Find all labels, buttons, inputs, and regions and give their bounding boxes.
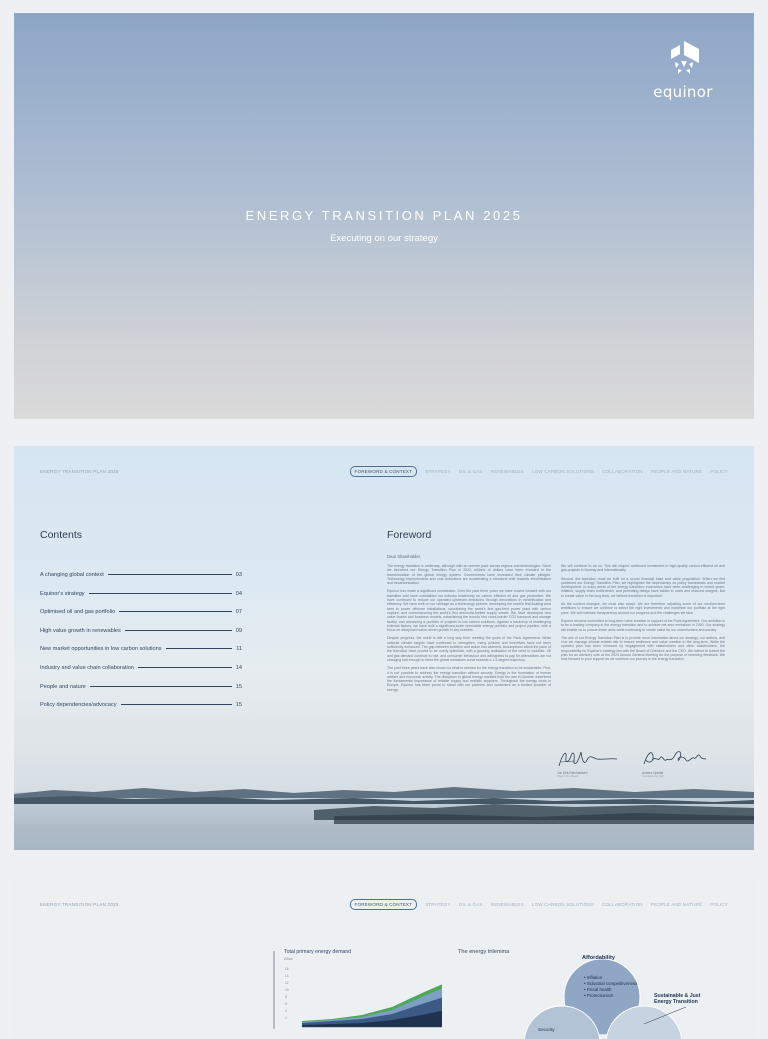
toc-page: 15 [235,702,242,709]
toc-leader [138,667,232,668]
equinor-star-icon [666,41,700,79]
toc-page: 07 [235,609,242,616]
toc-page: 04 [235,590,242,597]
toc-page: 14 [235,664,242,671]
energy-demand-plot [272,949,442,1029]
nav-foreword-context[interactable]: FOREWORD & CONTEXT [350,466,418,477]
foreword-paragraph: The energy transition is underway, although with an uneven pace across regions and technologies. Since we launched our Energy Transition Plan in 2022, trillions of dollars have been invested in the transformation of the global energy system. Governments have increased their climate pledges. Technology improvements and cost reductions are accelerating a structural shift towards electrification and decarbonisation. [387,564,551,586]
toc-item[interactable] [40,684,242,703]
toc-page: 03 [235,572,242,578]
foreword-column-right [561,564,725,666]
toc-label: Policy dependencies/advocacy [40,702,117,709]
nav-renewables[interactable]: RENEWABLES [490,469,524,474]
toc-leader [108,574,232,575]
page-header [40,466,728,480]
nav-oil-gas[interactable]: OIL & GAS [458,469,483,474]
foreword-paragraph: The aim of our Energy Transition Plan is to provide more information about our strategy, our actions, and how we manage climate-related risk to ensure resilience and value creation in the long-term. While the updated plan has been informed by engagement with stakeholders and other stakeholders, the responsibility for Equinor's strategy lies with the Board of Directors and the CEO. We intend to submit the plan for an advisory vote at the 2025 Annual General Meeting for the purpose of receiving feedback. We look forward to your support as we continue our journey in the energy transition. [561,635,725,662]
factor-item: • Fiscal health [584,987,612,993]
toc-leader [125,630,232,631]
nav-renewables[interactable]: RENEWABLES [490,902,524,907]
y-tick: 4 [285,1009,287,1013]
toc-item[interactable] [40,628,242,647]
toc-label: Equinor's strategy [40,590,85,597]
cover-subtitle: Executing on our strategy [330,233,438,244]
signatory-role: Chair of the Board [557,775,579,778]
nav-policy[interactable]: POLICY [710,469,728,474]
toc-item[interactable] [40,702,242,721]
toc-leader [166,648,233,649]
chart-unit: Gtoe [284,956,293,961]
toc-page: 15 [235,683,242,690]
y-tick: 10 [285,988,289,992]
nav-oil-gas[interactable]: OIL & GAS [458,902,483,907]
nav-people-nature[interactable]: PEOPLE AND NATURE [650,902,703,907]
nav-strategy[interactable]: STRATEGY [425,469,451,474]
toc-label: Industry and value chain collaboration [40,664,134,671]
nav-policy[interactable]: POLICY [710,902,728,907]
nav-collaboration[interactable]: COLLABORATION [602,469,643,474]
toc-item[interactable] [40,572,242,591]
page-header [40,899,728,913]
toc-item[interactable] [40,665,242,684]
y-tick: 16 [285,967,289,971]
chart-title: Total primary energy demand [284,949,352,955]
contents-heading: Contents [40,529,83,541]
energy-trilemma-diagram [454,949,734,1039]
trilemma-top-label: Affordability [582,955,615,961]
toc-leader [90,686,232,687]
trilemma-title: The energy trilemma [458,949,510,955]
nav-collaboration[interactable]: COLLABORATION [602,902,643,907]
foreword-paragraph: Despite progress, the world is still a long way from meeting the goals of the Paris Agreement. While national climate targets have continued to strengthen, many policies and incentives have not been sufficiently enhanced. The gap between ambition and action has widened. Assumptions about the pace of the transition have proved to be overly optimistic, with a growing realisation of the need to mobilise. Oil and gas demand continue to rise, and consumer behaviour and willingness to pay for alternatives are not changing fast enough to bend the global emissions curve towards a 1.5-degree trajectory. [387,636,551,662]
section-nav [350,466,728,477]
toc-label: New market opportunities in low carbon solutions [40,646,162,653]
toc-label: A changing global context [40,572,104,578]
signatory-name: Anders Opedal [642,771,664,775]
nav-low-carbon-solutions[interactable]: LOW CARBON SOLUTIONS [531,902,595,907]
toc-page: 09 [235,627,242,634]
nav-low-carbon-solutions[interactable]: LOW CARBON SOLUTIONS [531,469,595,474]
factor-item: • Industrial competitiveness [584,981,638,987]
foreword-paragraph: The past three years have also shown us what is needed for the energy transition to be sustainable. First, it is not possible to address the energy transition without security. Energy is the foundation of human welfare and economic activity. The disruption to global energy markets from the war in Ukraine underlined the fundamental importance of reliable supply and realistic suppliers. Throughout the energy crisis in Europe, Equinor has been proud to stand with our partners and customers as a trusted provider of energy. [387,666,551,692]
brand-wordmark: equinor [653,83,713,101]
nav-strategy[interactable]: STRATEGY [425,902,451,907]
toc-item[interactable] [40,646,242,665]
table-of-contents [40,572,242,721]
section-nav [350,899,728,910]
y-tick: 2 [285,1016,287,1020]
cover-page [14,13,754,419]
energy-demand-chart [272,949,442,1029]
toc-item[interactable] [40,591,242,610]
cover-title: ENERGY TRANSITION PLAN 2025 [245,208,523,223]
affordability-factors [584,975,637,999]
document-label: ENERGY TRANSITION PLAN 2025 [40,469,119,474]
toc-label: Optimised oil and gas portfolio [40,609,116,616]
signature-ceo [642,748,708,778]
foreword-paragraph: Equinor has made a significant contribution. Over the past three years we have moved forward with our transition and have maintained our industry leadership on carbon efficient oil and gas production. We have continued to reduce our operated upstream emissions through innovations in electrification and efficiency. We have built on our heritage as a technology pioneer, developing the world's first floating wind farm to power offshore installations, sanctioning the world's first gas-fired power plant with carbon capture, and commissioning the world's first ammonia-fuelled supply vessel. We have developed new value chains and business models, establishing the world's first cross-border CO2 transport and storage facility, and advancing a portfolio of projects in low carbon solutions. Against a backdrop of challenging external factors, we have built a significant-scale renewable energy portfolio and project pipeline, with a focus on disciplined value-driven growth in key markets. [387,589,551,633]
contents-foreword-page [14,446,754,850]
foreword-paragraph: We will continue to do so. This will require continued investment in high-quality carbon-efficient oil and gas projects in Norway and internationally. [561,564,725,573]
factor-item: • Protectionism [584,993,614,999]
toc-leader [89,593,232,594]
foreword-paragraph: Second, the transition must be built on a sound financial base and value proposition. When we first published our Energy Transition Plan, we highlighted the dependency on policy frameworks and market development. In many areas of the energy transition, economics have been challenging in recent years: inflation, supply chain bottlenecks, and permitting delays have added to costs and reduced margins. But to create value in the long term, we believe transition is important. [561,576,725,598]
y-tick: 6 [285,1002,287,1006]
handwritten-signature-icon [642,748,708,770]
foreword-paragraph: Equinor remains committed to long-term value creation in support of the Paris Agreement. Our ambition is to be a leading company in the energy transition and to achieve net zero emissions in 2050. Our strategy will enable us to pursue these aims while continuing to create value for our shareholders and society. [561,618,725,632]
trilemma-side-label: Sustainable & Just Energy Transition [654,993,701,1005]
signatory-role: President and CEO [642,775,665,778]
coastal-landscape-photo [14,780,754,850]
document-label: ENERGY TRANSITION PLAN 2025 [40,902,119,907]
y-tick: 8 [285,995,287,999]
toc-item[interactable] [40,609,242,628]
context-page [14,879,754,1039]
foreword-column-left [387,564,551,696]
signatory-name: Jon Erik Reinhardsen [557,771,588,775]
foreword-paragraph: As the context changes, we must also adapt. We are therefore adjusting some of our medium-term ambitions to ensure we continue to select the right investments and maximise our portfolio at the right pace. We will maintain transparency around our progress and the challenges we face. [561,602,725,615]
toc-label: High value growth in renewables [40,627,121,634]
y-tick: 14 [285,974,289,978]
handwritten-signature-icon [557,748,621,770]
factor-item: • Inflation [584,975,603,980]
y-tick: 12 [285,981,289,985]
signature-chair [557,748,621,778]
toc-leader [121,704,232,705]
trilemma-left-label: Security [538,1027,555,1032]
toc-label: People and nature [40,683,86,690]
foreword-heading: Foreword [387,529,432,541]
foreword-salutation: Dear Shareholder, [387,554,421,559]
nav-people-nature[interactable]: PEOPLE AND NATURE [650,469,703,474]
toc-leader [119,611,232,612]
nav-foreword-context[interactable]: FOREWORD & CONTEXT [350,899,418,910]
equinor-logo [648,41,718,101]
toc-page: 11 [236,646,242,653]
